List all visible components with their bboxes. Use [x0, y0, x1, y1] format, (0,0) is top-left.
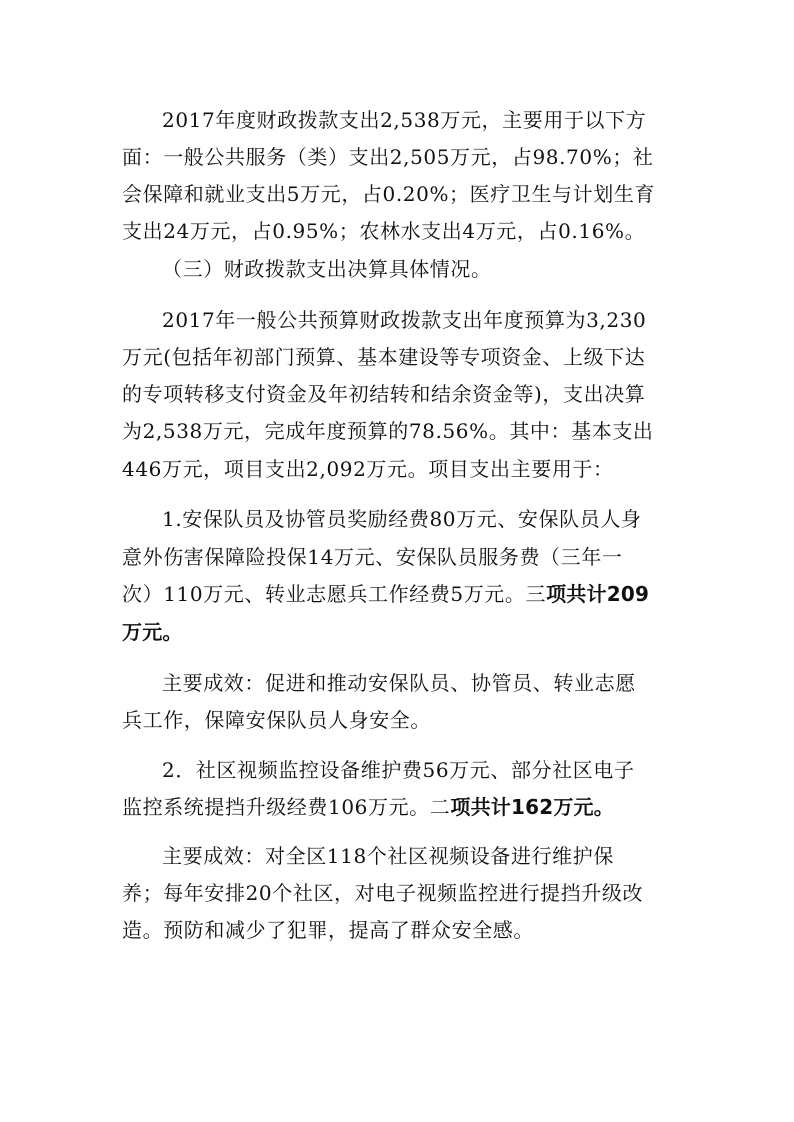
item2-total-bold: 项共计162万元。: [450, 795, 614, 819]
item1-line3-text: 次）110万元、转业志愿兵工作经费5万元。三: [122, 582, 547, 606]
para1-line2: 面：一般公共服务（类）支出2,505万元，占98.70%；社: [122, 145, 654, 169]
result1-line1: 主要成效：促进和推动安保队员、协管员、转业志愿: [162, 671, 636, 695]
item2-line2: [122, 793, 614, 821]
item1-line2: 意外伤害保障险投保14万元、安保队员服务费（三年一: [122, 545, 623, 569]
para2-line3: 的专项转移支付资金及年初结转和结余资金等)，支出决算: [122, 382, 646, 406]
para2-line4: 为2,538万元，完成年度预算的78.56%。其中：基本支出: [122, 419, 654, 443]
result2-line3: 造。预防和减少了犯罪，提高了群众安全感。: [122, 918, 534, 942]
para2-line5: 446万元，项目支出2,092万元。项目支出主要用于：: [122, 457, 614, 481]
item1-line4-bold: 万元。: [122, 620, 183, 644]
item1-total-bold: 项共计209: [546, 582, 650, 606]
para2-line1: 2017年一般公共预算财政拨款支出年度预算为3,230: [162, 308, 647, 332]
para1-line3: 会保障和就业支出5万元，占0.20%；医疗卫生与计划生育: [122, 182, 656, 206]
para1-line4: 支出24万元，占0.95%；农林水支出4万元，占0.16%。: [122, 219, 646, 243]
para1-line1: 2017年度财政拨款支出2,538万元，主要用于以下方: [162, 108, 647, 132]
section-heading-3: （三）财政拨款支出决算具体情况。: [162, 257, 492, 281]
item2-line1: 2．社区视频监控设备维护费56万元、部分社区电子: [162, 758, 635, 782]
para2-line2: 万元(包括年初部门预算、基本建设等专项资金、上级下达: [122, 345, 646, 369]
result2-line1: 主要成效：对全区118个社区视频设备进行维护保: [162, 844, 614, 868]
item2-line2-text: 监控系统提挡升级经费106万元。二: [122, 795, 451, 819]
result2-line2: 养；每年安排20个社区，对电子视频监控进行提挡升级改: [122, 881, 644, 905]
result1-line2: 兵工作，保障安保队员人身安全。: [122, 708, 431, 732]
item1-line3: [122, 580, 649, 608]
item1-line1: 1.安保队员及协管员奖励经费80万元、安保队员人身: [162, 507, 642, 531]
